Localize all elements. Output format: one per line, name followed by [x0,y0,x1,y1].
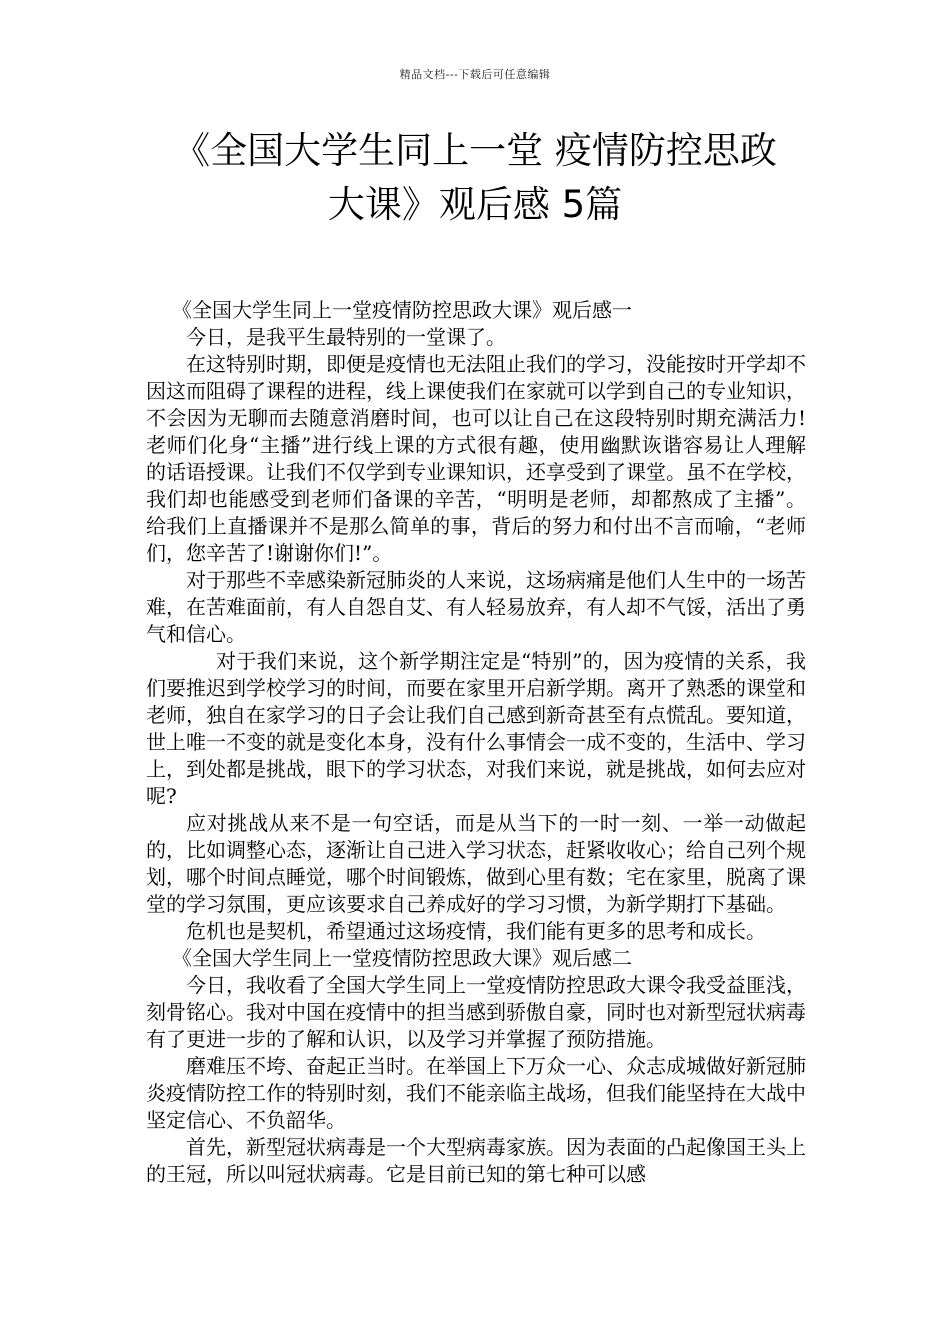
page-header: 精品文档---下载后可任意编辑 [399,68,551,81]
paragraph: 对于那些不幸感染新冠肺炎的人来说，这场病痛是他们人生中的一场苦难，在苦难面前，有人自怨自艾、有人轻易放弃，有人却不气馁，活出了勇气和信心。 [146,568,806,646]
paragraph: 应对挑战从来不是一句空话，而是从当下的一时一刻、一举一动做起的，比如调整心态，逐渐让自己进入学习状态，赶紧收收心；给自己列个规划，哪个时间点睡觉，哪个时间锻炼，做到心里有数；宅在家里，脱离了课堂的学习氛围，更应该要求自己养成好的学习习惯，为新学期打下基础。 [146,811,806,916]
paragraph: 在这特别时期，即便是疫情也无法阻止我们的学习，没能按时开学却不因这而阻碍了课程的进程，线上课使我们在家就可以学到自己的专业知识，不会因为无聊而去随意消磨时间，也可以让自己在这段特别时期充满活力!老师们化身“主播”进行线上课的方式很有趣，使用幽默诙谐容易让人理解的话语授课。让我们不仅学到专业课知识，还享受到了课堂。虽不在学校，我们却也能感受到老师们备课的辛苦，“明明是老师，却都熬成了主播”。给我们上直播课并不是那么简单的事，背后的努力和付出不言而喻，“老师们，您辛苦了!谢谢你们!”。 [146,352,806,565]
section-heading-1: 《全国大学生同上一堂疫情防控思政大课》观后感一 [172,298,632,322]
paragraph: 危机也是契机，希望通过这场疫情，我们能有更多的思考和成长。 [186,919,766,943]
paragraph: 今日，是我平生最特别的一堂课了。 [186,325,506,349]
paragraph: 首先，新型冠状病毒是一个大型病毒家族。因为表面的凸起像国王头上的王冠，所以叫冠状病毒。它是目前已知的第七种可以感 [146,1135,806,1186]
document-title [100,124,850,232]
paragraph: 磨难压不垮、奋起正当时。在举国上下万众一心、众志成城做好新冠肺炎疫情防控工作的特别时刻，我们不能亲临主战场，但我们能坚持在大战中坚定信心、不负韶华。 [146,1054,806,1132]
paragraph: 今日，我收看了全国大学生同上一堂疫情防控思政大课令我受益匪浅，刻骨铭心。我对中国在疫情中的担当感到骄傲自豪，同时也对新型冠状病毒有了更进一步的了解和认识，以及学习并掌握了预防措施。 [146,973,806,1051]
document-title-line-1: 《全国大学生同上一堂 疫情防控思政 [173,129,777,172]
document-title-line-2: 大课》观后感 5篇 [327,183,623,226]
document-body [146,297,806,1188]
paragraph: 对于我们来说，这个新学期注定是“特别”的，因为疫情的关系，我们要推迟到学校学习的时间，而要在家里开启新学期。离开了熟悉的课堂和老师，独自在家学习的日子会让我们自己感到新奇甚至有点慌乱。要知道，世上唯一不变的就是变化本身，没有什么事情会一成不变的，生活中、学习上，到处都是挑战，眼下的学习状态，对我们来说，就是挑战，如何去应对呢? [146,649,806,808]
section-heading-2: 《全国大学生同上一堂疫情防控思政大课》观后感二 [172,946,632,970]
